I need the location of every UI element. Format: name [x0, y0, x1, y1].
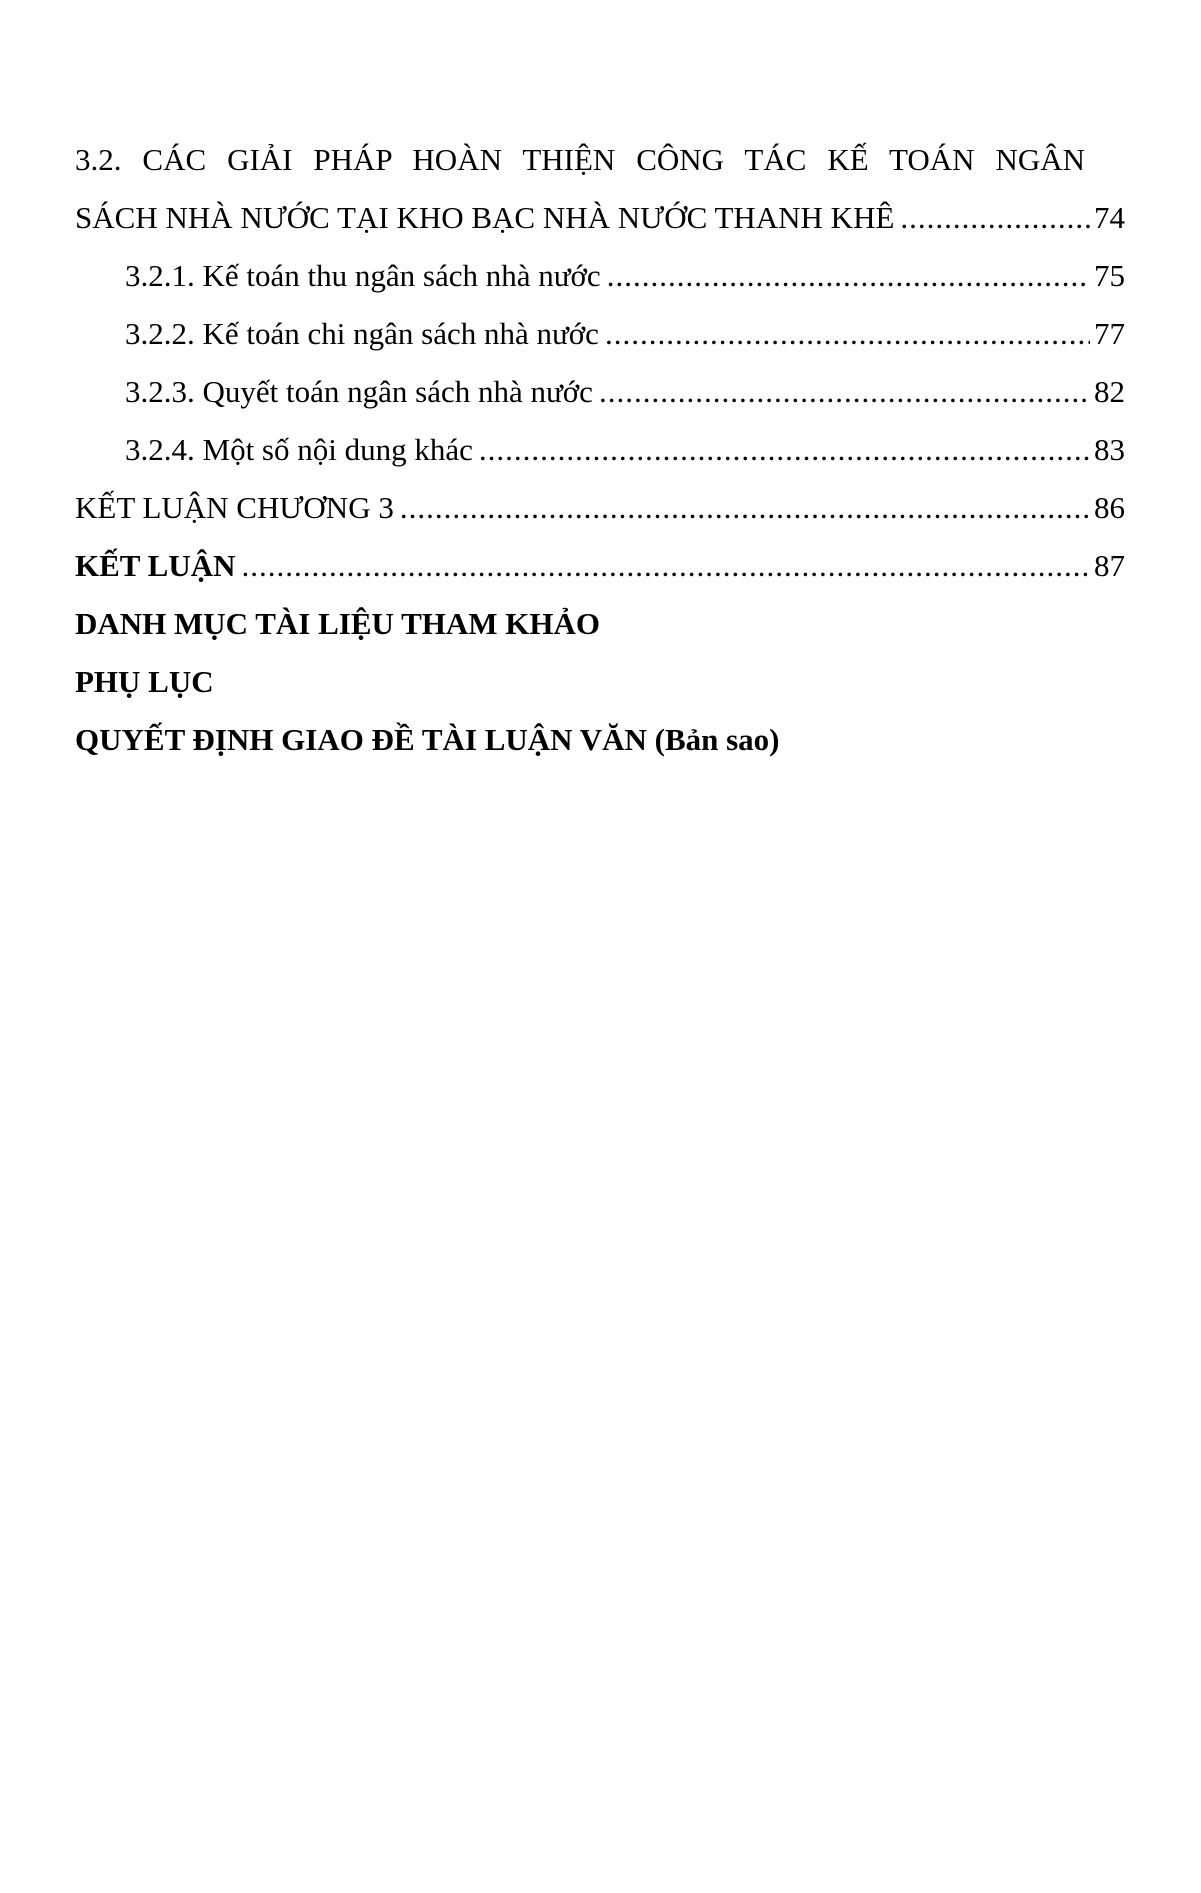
toc-entry-label: DANH MỤC TÀI LIỆU THAM KHẢO	[75, 606, 601, 641]
toc-entry-conclusion	[75, 537, 1125, 595]
toc-entry-3-2-line1	[75, 131, 1125, 189]
toc-entry-label: SÁCH NHÀ NƯỚC TẠI KHO BẠC NHÀ NƯỚC THANH KHÊ	[75, 200, 895, 235]
toc-page-number: 74	[1094, 200, 1125, 235]
toc-entry-label: 3.2. CÁC GIẢI PHÁP HOÀN THIỆN CÔNG TÁC KẾ TOÁN NGÂN	[75, 142, 1085, 177]
dot-leader	[599, 363, 1090, 421]
toc-entry-label: 3.2.2. Kế toán chi ngân sách nhà nước	[125, 316, 599, 351]
toc-page-number: 86	[1094, 490, 1125, 525]
dot-leader	[479, 421, 1090, 479]
toc-entry-label: PHỤ LỤC	[75, 664, 214, 699]
toc-entry-label: KẾT LUẬN	[75, 548, 236, 583]
toc-entry-label: 3.2.3. Quyết toán ngân sách nhà nước	[125, 374, 593, 409]
dot-leader	[607, 247, 1090, 305]
toc-entry-references	[75, 595, 1125, 653]
toc-entry-3-2-4	[75, 421, 1125, 479]
toc-entry-appendix	[75, 653, 1125, 711]
dot-leader	[242, 537, 1091, 595]
toc-page-number: 77	[1094, 316, 1125, 351]
toc-entry-chapter-conclusion	[75, 479, 1125, 537]
toc-entry-3-2-1	[75, 247, 1125, 305]
dot-leader	[900, 189, 1090, 247]
toc-entry-3-2-3	[75, 363, 1125, 421]
toc-entry-label: 3.2.4. Một số nội dung khác	[125, 432, 473, 467]
toc-entry-label: QUYẾT ĐỊNH GIAO ĐỀ TÀI LUẬN VĂN (Bản sao)	[75, 722, 780, 757]
dot-leader	[605, 305, 1090, 363]
toc-entry-decision	[75, 711, 1125, 769]
table-of-contents	[75, 131, 1125, 769]
toc-entry-3-2-line2	[75, 189, 1125, 247]
toc-entry-3-2-2	[75, 305, 1125, 363]
toc-entry-label: KẾT LUẬN CHƯƠNG 3	[75, 490, 394, 525]
toc-page-number: 82	[1094, 374, 1125, 409]
toc-page-number: 87	[1094, 548, 1125, 583]
toc-entry-label: 3.2.1. Kế toán thu ngân sách nhà nước	[125, 258, 601, 293]
toc-page-number: 83	[1094, 432, 1125, 467]
dot-leader	[400, 479, 1090, 537]
toc-page-number: 75	[1094, 258, 1125, 293]
